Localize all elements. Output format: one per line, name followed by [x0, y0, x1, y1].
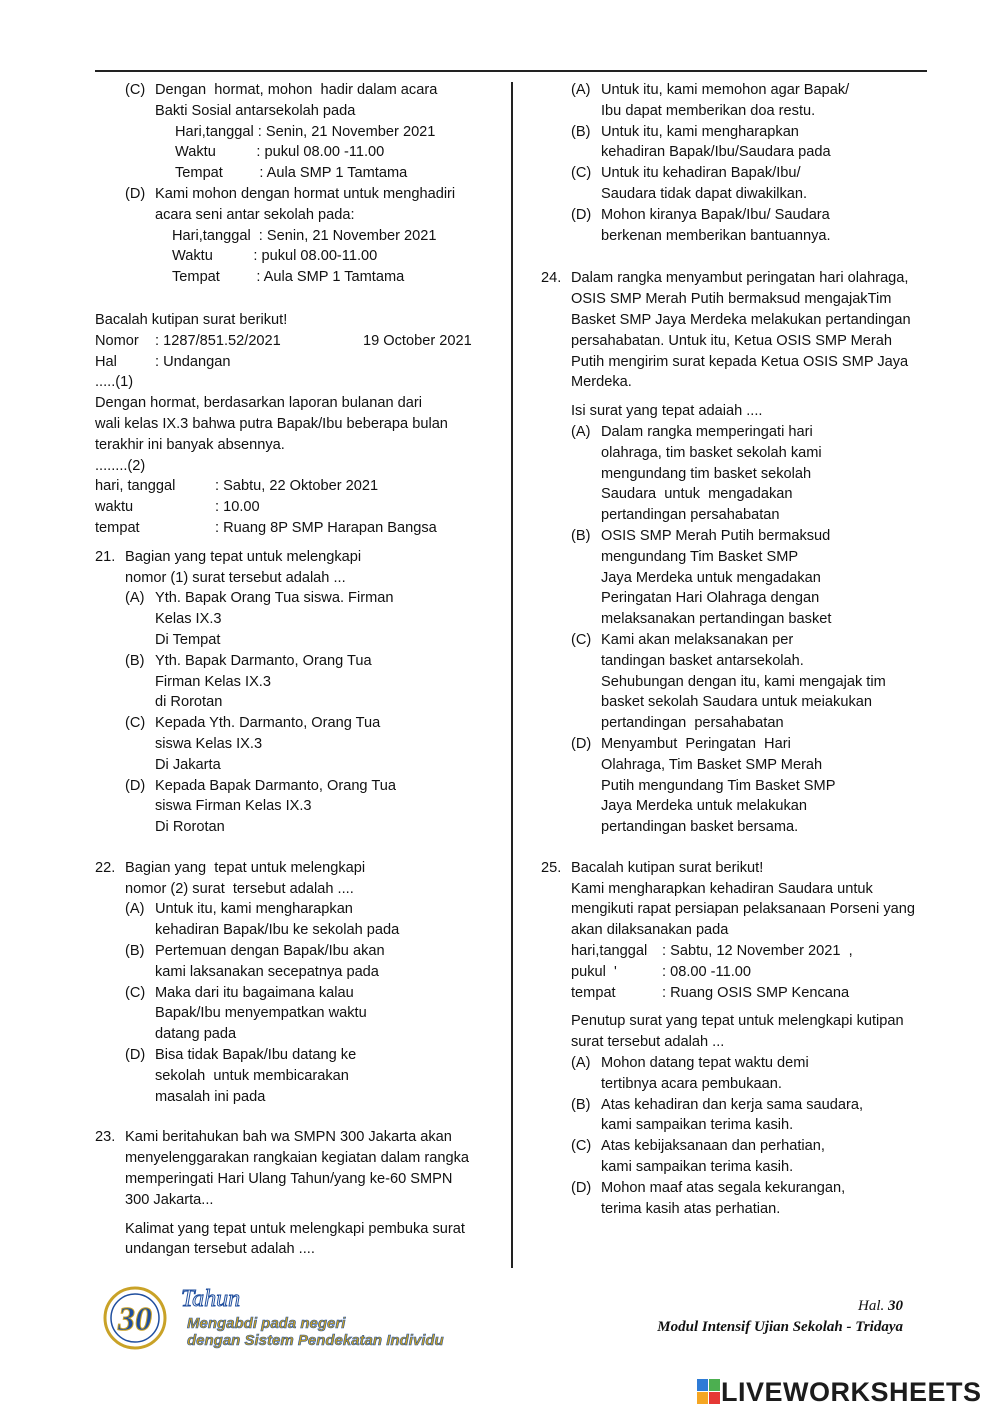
option-b[interactable] — [541, 122, 936, 164]
module-title: Modul Intensif Ujian Sekolah - Tridaya — [657, 1319, 903, 1335]
option-c[interactable] — [95, 983, 505, 1045]
detail-line: Tempat : Aula SMP 1 Tamtama — [172, 269, 405, 286]
option-text: Firman Kelas IX.3 — [155, 673, 271, 690]
question-23 — [95, 1127, 505, 1260]
detail-line: Tempat : Aula SMP 1 Tamtama — [175, 165, 408, 182]
question-prompt: Kalimat yang tepat untuk melengkapi pembuka surat — [125, 1220, 465, 1237]
option-text: Olahraga, Tim Basket SMP Merah — [601, 756, 823, 773]
option-text: Untuk itu kehadiran Bapak/Ibu/ — [601, 165, 801, 182]
option-label: (A) — [125, 590, 145, 607]
question-stem: memperingati Hari Ulang Tahun/yang ke-60 SMPN — [125, 1171, 453, 1188]
top-rule — [95, 70, 927, 72]
detail-key: hari, tanggal — [95, 478, 176, 495]
option-text: Jaya Merdeka untuk melakukan — [601, 798, 808, 815]
detail-key: hari,tanggal — [571, 943, 648, 960]
option-text: tertibnya acara pembukaan. — [601, 1075, 782, 1092]
option-label: (D) — [125, 185, 146, 202]
question-25 — [541, 858, 936, 1220]
option-label: (B) — [125, 943, 145, 960]
option-c[interactable] — [541, 630, 936, 734]
excerpt-intro: Bacalah kutipan surat berikut! — [95, 311, 288, 328]
option-a[interactable] — [95, 899, 505, 941]
option-text: Kami akan melaksanakan per — [601, 631, 794, 648]
option-label: (D) — [571, 1179, 592, 1196]
excerpt-body: terakhir ini banyak absennya. — [95, 436, 285, 453]
option-text: Kelas IX.3 — [155, 611, 222, 628]
option-text: basket sekolah Saudara untuk meiakukan — [601, 694, 872, 711]
option-text: Atas kehadiran dan kerja sama saudara, — [601, 1096, 864, 1113]
question-number: 24. — [541, 270, 562, 287]
option-text: Yth. Bapak Orang Tua siswa. Firman — [155, 590, 394, 607]
option-label: (A) — [571, 82, 591, 98]
detail-value: : Sabtu, 22 Oktober 2021 — [215, 478, 379, 495]
option-text: Di Jakarta — [155, 756, 221, 773]
question-22 — [95, 858, 505, 1108]
option-c[interactable] — [541, 1136, 936, 1178]
option-b[interactable] — [95, 651, 505, 713]
letter-excerpt — [95, 310, 505, 539]
page-label: Hal. — [858, 1298, 885, 1314]
option-text: Maka dari itu bagaimana kalau — [155, 984, 354, 1001]
column-divider — [511, 82, 513, 1268]
option-text: kami laksanakan secepatnya pada — [155, 963, 379, 980]
question-stem: Kami beritahukan bah wa SMPN 300 Jakarta akan — [125, 1129, 452, 1146]
option-text: kehadiran Bapak/Ibu ke sekolah pada — [155, 922, 400, 939]
option-label: (C) — [571, 631, 592, 648]
option-a[interactable] — [541, 1053, 936, 1095]
question-stem: Kami mengharapkan kehadiran Saudara untuk — [571, 880, 873, 897]
option-text: Kepada Yth. Darmanto, Orang Tua — [155, 715, 381, 732]
anniversary-logo-graphic — [95, 1280, 445, 1360]
option-text: sekolah untuk membicarakan — [155, 1067, 349, 1084]
option-text: siswa Kelas IX.3 — [155, 735, 263, 752]
option-text: Mohon kiranya Bapak/Ibu/ Saudara — [601, 206, 830, 223]
option-text: pertandingan basket bersama. — [601, 819, 799, 836]
question-stem: menyelenggarakan rangkaian kegiatan dalam rangka — [125, 1150, 469, 1167]
detail-line: Waktu : pukul 08.00 -11.00 — [175, 144, 385, 161]
option-d[interactable] — [541, 1178, 936, 1220]
question-24 — [541, 268, 936, 838]
option-text: Sehubungan dengan itu, kami mengajak tim — [601, 673, 886, 690]
q20-option-d — [95, 184, 505, 288]
option-text: Bisa tidak Bapak/Ibu datang ke — [155, 1047, 357, 1064]
detail-value: : Ruang OSIS SMP Kencana — [662, 984, 850, 1001]
option-text: tandingan basket antarsekolah. — [601, 652, 804, 669]
option-label: (A) — [125, 901, 145, 918]
question-stem: Merdeka. — [571, 374, 632, 391]
option-label: (C) — [125, 715, 146, 732]
option-text: mengundang Tim Basket SMP — [601, 548, 799, 565]
option-text: Saudara tidak dapat diwakilkan. — [601, 185, 808, 202]
option-a[interactable] — [541, 422, 936, 526]
option-text: Peringatan Hari Olahraga dengan — [601, 590, 820, 607]
question-stem: mengikuti rapat persiapan pelaksanaan Porseni yang — [571, 901, 915, 918]
option-label: (B) — [571, 527, 591, 544]
question-stem: OSIS SMP Merah Putih bermaksud mengajakTim — [571, 291, 892, 308]
nomor-key: Nomor — [95, 332, 139, 349]
question-stem: 300 Jakarta... — [125, 1191, 214, 1208]
right-column — [541, 80, 936, 1219]
option-text: Untuk itu, kami memohon agar Bapak/ — [601, 82, 850, 98]
detail-key: pukul ' — [571, 963, 617, 980]
detail-value: : Ruang 8P SMP Harapan Bangsa — [215, 519, 437, 536]
option-label: (C) — [125, 984, 146, 1001]
question-stem: Bacalah kutipan surat berikut! — [571, 859, 764, 876]
option-b[interactable] — [95, 941, 505, 983]
option-text: siswa Firman Kelas IX.3 — [155, 798, 312, 815]
question-stem: Putih mengirim surat kepada Ketua OSIS SMP Jaya — [571, 353, 909, 370]
blank-2: ........(2) — [95, 457, 146, 474]
option-text: Dengan hormat, mohon hadir dalam acara — [155, 82, 438, 98]
option-text: Ibu dapat memberikan doa restu. — [601, 102, 816, 119]
option-label: (D) — [125, 777, 146, 794]
letter-date: 19 October 2021 — [363, 332, 472, 349]
option-b[interactable] — [541, 1095, 936, 1137]
nomor-value: : 1287/851.52/2021 — [155, 332, 281, 349]
option-text: Yth. Bapak Darmanto, Orang Tua — [155, 652, 372, 669]
option-c[interactable] — [541, 163, 936, 205]
option-d[interactable] — [541, 734, 936, 838]
option-text: Jaya Merdeka untuk mengadakan — [601, 569, 821, 586]
question-stem: nomor (2) surat tersebut adalah .... — [125, 880, 354, 897]
detail-line: Hari,tanggal : Senin, 21 November 2021 — [175, 123, 436, 140]
page-number: 30 — [888, 1298, 903, 1314]
question-stem: Bagian yang tepat untuk melengkapi — [125, 548, 362, 565]
option-text: Menyambut Peringatan Hari — [601, 735, 791, 752]
option-text: OSIS SMP Merah Putih bermaksud — [601, 527, 831, 544]
liveworksheets-watermark[interactable] — [697, 1378, 982, 1406]
left-column — [95, 80, 505, 1260]
question-number: 25. — [541, 859, 562, 876]
option-text: Untuk itu, kami mengharapkan — [601, 123, 799, 140]
q20-option-c — [95, 80, 505, 184]
excerpt-body: Dengan hormat, berdasarkan laporan bulanan dari — [95, 395, 422, 412]
logo-tagline-1: Mengabdi pada negeri — [187, 1315, 346, 1332]
blank-1: .....(1) — [95, 374, 134, 391]
option-label: (C) — [571, 165, 592, 182]
detail-value: : Sabtu, 12 November 2021 , — [662, 943, 853, 960]
question-stem: Basket SMP Jaya Merdeka melakukan pertandingan — [571, 311, 911, 328]
detail-line: Hari,tanggal : Senin, 21 November 2021 — [172, 227, 437, 244]
option-text: kami sampaikan terima kasih. — [601, 1159, 794, 1176]
detail-key: tempat — [571, 984, 616, 1001]
excerpt-body: wali kelas IX.3 bahwa putra Bapak/Ibu beberapa bulan — [95, 415, 448, 432]
option-label: (B) — [571, 123, 591, 140]
option-label: (D) — [571, 206, 592, 223]
option-text: pertandingan persahabatan — [601, 715, 784, 732]
question-number: 21. — [95, 548, 116, 565]
page-footer — [657, 1296, 903, 1338]
option-text: Atas kebijaksanaan dan perhatian, — [601, 1138, 825, 1155]
option-text: di Rorotan — [155, 694, 223, 711]
option-text: Dalam rangka memperingati hari — [601, 423, 813, 440]
option-text: Putih mengundang Tim Basket SMP — [601, 777, 836, 794]
option-text: Di Tempat — [155, 631, 221, 648]
detail-line: Waktu : pukul 08.00-11.00 — [172, 248, 378, 265]
option-d[interactable] — [541, 205, 936, 247]
option-label: (B) — [571, 1096, 591, 1113]
question-23-options — [541, 80, 936, 246]
detail-key: waktu — [95, 499, 134, 516]
question-prompt: Penutup surat yang tepat untuk melengkapi kutipan — [571, 1013, 904, 1030]
option-label: (D) — [125, 1047, 146, 1064]
option-label: (B) — [125, 652, 145, 669]
hal-key: Hal — [95, 353, 117, 370]
logo-number: 30 — [118, 1301, 152, 1338]
question-21 — [95, 547, 505, 838]
option-text: Pertemuan dengan Bapak/Ibu akan — [155, 943, 385, 960]
question-stem: nomor (1) surat tersebut adalah ... — [125, 569, 346, 586]
option-text: Mohon maaf atas segala kekurangan, — [601, 1179, 846, 1196]
option-text: pertandingan persahabatan — [601, 507, 780, 524]
option-text: Saudara untuk mengadakan — [601, 486, 793, 503]
option-text: mengundang tim basket sekolah — [601, 465, 812, 482]
question-stem: akan dilaksanakan pada — [571, 922, 729, 939]
page-number-line — [657, 1296, 903, 1316]
option-text: Di Rorotan — [155, 819, 225, 836]
option-text: Untuk itu, kami mengharapkan — [155, 901, 353, 918]
detail-key: tempat — [95, 519, 140, 536]
hal-value: : Undangan — [155, 353, 231, 370]
detail-value: : 08.00 -11.00 — [662, 963, 751, 980]
option-text: datang pada — [155, 1026, 237, 1043]
question-number: 23. — [95, 1129, 116, 1146]
option-text: kehadiran Bapak/Ibu/Saudara pada — [601, 144, 831, 161]
option-text: Bapak/Ibu menyempatkan waktu — [155, 1005, 367, 1022]
option-d[interactable] — [95, 776, 505, 838]
question-prompt: undangan tersebut adalah .... — [125, 1241, 315, 1258]
option-text: Kepada Bapak Darmanto, Orang Tua — [155, 777, 396, 794]
option-a[interactable] — [541, 80, 936, 122]
option-text: olahraga, tim basket sekolah kami — [601, 444, 822, 461]
option-text: Bakti Sosial antarsekolah pada — [155, 102, 356, 119]
liveworksheets-text: LIVEWORKSHEETS — [721, 1377, 982, 1407]
option-text: melaksanakan pertandingan basket — [601, 611, 832, 628]
option-b[interactable] — [541, 526, 936, 630]
logo-tagline-2: dengan Sistem Pendekatan Individu — [187, 1332, 444, 1349]
option-a[interactable] — [95, 588, 505, 650]
option-c[interactable] — [95, 713, 505, 775]
question-stem: persahabatan. Untuk itu, Ketua OSIS SMP Merah — [571, 332, 892, 349]
option-text: masalah ini pada — [155, 1088, 266, 1105]
question-prompt: surat tersebut adalah ... — [571, 1034, 725, 1051]
option-d[interactable] — [95, 1045, 505, 1107]
option-text: kami sampaikan terima kasih. — [601, 1117, 794, 1134]
option-text: terima kasih atas perhatian. — [601, 1200, 781, 1217]
option-text: Mohon datang tepat waktu demi — [601, 1055, 809, 1072]
detail-value: : 10.00 — [215, 499, 260, 516]
option-text: berkenan memberikan bantuannya. — [601, 227, 831, 244]
option-text: Kami mohon dengan hormat untuk menghadiri — [155, 185, 456, 202]
option-label: (A) — [571, 423, 591, 440]
option-label: (C) — [571, 1138, 592, 1155]
liveworksheets-logo-icon — [697, 1379, 721, 1405]
question-stem: Dalam rangka menyambut peringatan hari olahraga, — [571, 270, 909, 287]
option-text: acara seni antar sekolah pada: — [155, 206, 355, 223]
logo-word: Tahun — [181, 1286, 241, 1312]
option-label: (D) — [571, 735, 592, 752]
option-label: (C) — [125, 82, 146, 98]
question-stem: Bagian yang tepat untuk melengkapi — [125, 859, 366, 876]
anniversary-logo — [95, 1280, 445, 1360]
option-label: (A) — [571, 1055, 591, 1072]
question-number: 22. — [95, 859, 116, 876]
question-prompt: Isi surat yang tepat adaiah .... — [571, 403, 763, 420]
